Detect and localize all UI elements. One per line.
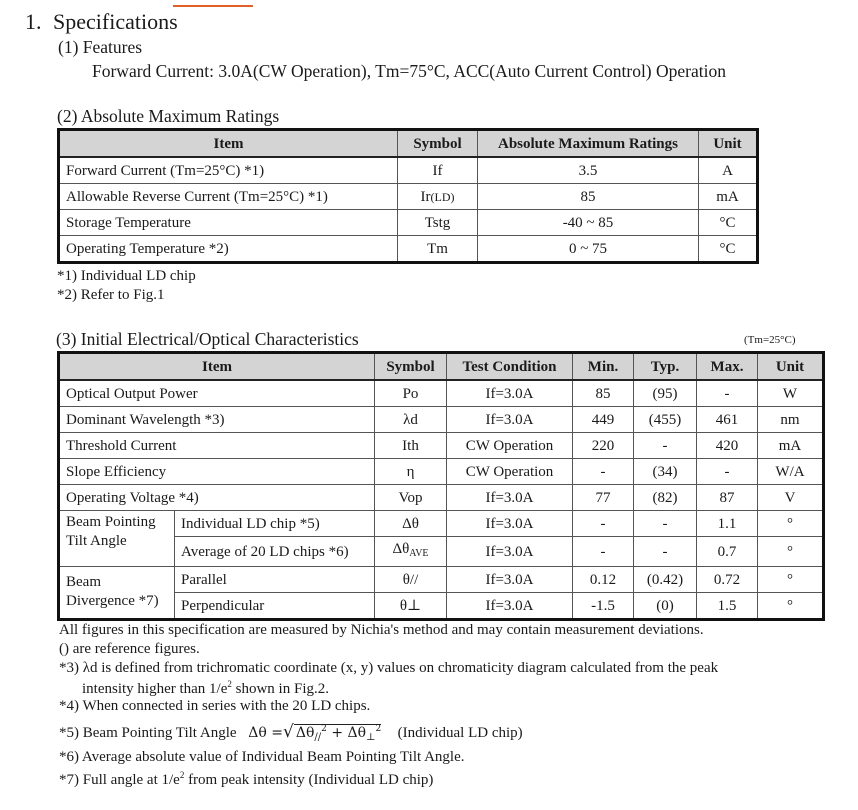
cell-condition: CW Operation <box>447 459 573 485</box>
table-row <box>59 567 824 593</box>
table-row <box>59 157 758 184</box>
cell-condition: If=3.0A <box>447 511 573 537</box>
cell-item: Forward Current (Tm=25°C) *1) <box>59 157 398 184</box>
cell-typ: (0.42) <box>634 567 697 593</box>
cell-max: 0.7 <box>697 537 758 567</box>
footnote-3-text-end: shown in Fig.2. <box>231 681 329 697</box>
cell-unit: A <box>699 157 758 184</box>
cell-condition: If=3.0A <box>447 407 573 433</box>
formula-term-1: Δθ <box>295 725 315 741</box>
cell-condition: CW Operation <box>447 433 573 459</box>
cell-symbol: Tm <box>398 236 478 263</box>
footnote-5-suffix: (Individual LD chip) <box>397 725 523 741</box>
footnote-5-label: *5) Beam Pointing Tilt Angle <box>59 725 237 741</box>
cell-item: Operating Voltage *4) <box>59 485 375 511</box>
page-heading <box>25 9 178 35</box>
cell-symbol <box>398 184 478 210</box>
formula-term-2-sup: 2 <box>375 724 382 734</box>
cell-max: 0.72 <box>697 567 758 593</box>
cell-unit: W/A <box>758 459 824 485</box>
footnote-7 <box>59 770 433 789</box>
symbol-main: Ir <box>420 188 431 205</box>
cell-symbol <box>375 537 447 567</box>
heading-number: 1. <box>25 9 42 34</box>
cell-max: 420 <box>697 433 758 459</box>
table-row <box>59 459 824 485</box>
col-header-test-condition: Test Condition <box>447 353 573 381</box>
electrical-table <box>57 351 825 621</box>
sqrt-sign-icon: √ <box>283 722 294 742</box>
footnote-reference: () are reference figures. <box>59 641 200 657</box>
abs-max-title: (2) Absolute Maximum Ratings <box>57 106 280 126</box>
cell-unit: °C <box>699 236 758 263</box>
footnote-3-text: intensity higher than 1/e <box>82 681 228 697</box>
cell-max: 461 <box>697 407 758 433</box>
cell-min: -1.5 <box>573 593 634 620</box>
cell-value: -40 ~ 85 <box>478 210 699 236</box>
electrical-condition-note: (Tm=25°C) <box>744 334 796 346</box>
abs-max-note-2: *2) Refer to Fig.1 <box>57 287 165 303</box>
heading-title: Specifications <box>53 9 178 34</box>
cell-typ: - <box>634 537 697 567</box>
cell-max: - <box>697 380 758 407</box>
cell-unit: ° <box>758 567 824 593</box>
cell-typ: (455) <box>634 407 697 433</box>
footnote-4: *4) When connected in series with the 20 LD chips. <box>59 698 371 714</box>
formula-term-2: Δθ <box>347 725 367 741</box>
col-header-rating: Absolute Maximum Ratings <box>478 130 699 158</box>
cell-item: Average of 20 LD chips *6) <box>175 537 375 567</box>
cell-symbol: If <box>398 157 478 184</box>
cell-max: 1.1 <box>697 511 758 537</box>
cell-item: Operating Temperature *2) <box>59 236 398 263</box>
table-row <box>59 511 824 537</box>
table-row <box>59 407 824 433</box>
cell-unit: mA <box>758 433 824 459</box>
table-header-row <box>59 130 758 158</box>
footnote-3-sup: 2 <box>227 679 232 689</box>
symbol-suffix: (LD) <box>430 189 455 204</box>
cell-symbol: θ// <box>375 567 447 593</box>
cell-typ: - <box>634 511 697 537</box>
formula-term-1-sup: 2 <box>321 724 327 734</box>
group-label-beam-pointing <box>59 511 175 567</box>
cell-symbol: η <box>375 459 447 485</box>
table-header-row <box>59 353 824 381</box>
footnote-7-sup: 2 <box>179 770 185 780</box>
col-header-item: Item <box>59 130 398 158</box>
cell-condition: If=3.0A <box>447 567 573 593</box>
cell-item: Optical Output Power <box>59 380 375 407</box>
footnote-7-text-end: from peak intensity (Individual LD chip) <box>184 772 434 788</box>
cell-value: 85 <box>478 184 699 210</box>
cell-value: 3.5 <box>478 157 699 184</box>
footnote-5 <box>59 722 523 743</box>
cell-max: - <box>697 459 758 485</box>
cell-min: - <box>573 459 634 485</box>
cell-min: 77 <box>573 485 634 511</box>
cell-unit: nm <box>758 407 824 433</box>
cell-item: Slope Efficiency <box>59 459 375 485</box>
table-row <box>59 210 758 236</box>
cell-unit: ° <box>758 593 824 620</box>
cell-item: Allowable Reverse Current (Tm=25°C) *1) <box>59 184 398 210</box>
cell-typ: (82) <box>634 485 697 511</box>
table-row <box>59 485 824 511</box>
cell-condition: If=3.0A <box>447 593 573 620</box>
abs-max-table <box>57 128 759 264</box>
cell-unit: ° <box>758 537 824 567</box>
cell-unit: mA <box>699 184 758 210</box>
symbol-subscript: AVE <box>409 548 429 559</box>
cell-condition: If=3.0A <box>447 380 573 407</box>
cell-item: Storage Temperature <box>59 210 398 236</box>
cell-symbol: Vop <box>375 485 447 511</box>
cell-min: 449 <box>573 407 634 433</box>
cell-item: Dominant Wavelength *3) <box>59 407 375 433</box>
table-row <box>59 380 824 407</box>
cell-item: Individual LD chip *5) <box>175 511 375 537</box>
formula-term-2-sub: ⊥ <box>366 732 376 743</box>
cell-item: Perpendicular <box>175 593 375 620</box>
cell-symbol: Tstg <box>398 210 478 236</box>
footnote-3: *3) λd is defined from trichromatic coordinate (x, y) values on chromaticity diagram calculated from the peak <box>59 660 719 676</box>
footnote-measurement: All figures in this specification are measured by Nichia's method and may contain measurement deviations. <box>59 622 704 638</box>
cell-min: 85 <box>573 380 634 407</box>
cell-typ: (34) <box>634 459 697 485</box>
cell-max: 87 <box>697 485 758 511</box>
group-label-line-1: Beam Pointing <box>66 514 156 530</box>
cell-unit: ° <box>758 511 824 537</box>
cell-min: - <box>573 511 634 537</box>
col-header-unit: Unit <box>758 353 824 381</box>
cell-typ: (95) <box>634 380 697 407</box>
footnote-6: *6) Average absolute value of Individual Beam Pointing Tilt Angle. <box>59 749 465 765</box>
table-row <box>59 236 758 263</box>
cell-min: - <box>573 537 634 567</box>
cell-value: 0 ~ 75 <box>478 236 699 263</box>
formula-plus: + <box>326 725 348 741</box>
col-header-unit: Unit <box>699 130 758 158</box>
col-header-symbol: Symbol <box>398 130 478 158</box>
table-row <box>59 184 758 210</box>
footnote-7-text: *7) Full angle at 1/e <box>59 772 180 788</box>
col-header-typ: Typ. <box>634 353 697 381</box>
cell-symbol: λd <box>375 407 447 433</box>
formula-lhs: Δθ = <box>248 725 284 741</box>
cell-condition: If=3.0A <box>447 537 573 567</box>
symbol-main: Δθ <box>392 541 410 557</box>
table-row <box>59 433 824 459</box>
features-title: (1) Features <box>58 37 143 57</box>
col-header-max: Max. <box>697 353 758 381</box>
electrical-title: (3) Initial Electrical/Optical Characteristics <box>56 329 359 349</box>
col-header-min: Min. <box>573 353 634 381</box>
abs-max-note-1: *1) Individual LD chip <box>57 268 196 284</box>
features-text: Forward Current: 3.0A(CW Operation), Tm=75°C, ACC(Auto Current Control) Operation <box>92 61 726 81</box>
cell-unit: W <box>758 380 824 407</box>
cell-symbol: θ⊥ <box>375 593 447 620</box>
group-label-line-2: Divergence *7) <box>66 593 159 609</box>
formula-radicand <box>294 724 381 741</box>
footnote-3-cont <box>59 679 329 698</box>
col-header-item: Item <box>59 353 375 381</box>
cell-item: Parallel <box>175 567 375 593</box>
cell-typ: (0) <box>634 593 697 620</box>
cell-item: Threshold Current <box>59 433 375 459</box>
cell-min: 220 <box>573 433 634 459</box>
cell-symbol: Po <box>375 380 447 407</box>
group-label-beam-divergence <box>59 567 175 620</box>
header-accent-bar <box>173 5 253 7</box>
tilt-angle-formula <box>248 722 385 743</box>
cell-condition: If=3.0A <box>447 485 573 511</box>
group-label-line-1: Beam <box>66 574 101 590</box>
cell-unit: V <box>758 485 824 511</box>
group-label-line-2: Tilt Angle <box>66 533 127 549</box>
cell-typ: - <box>634 433 697 459</box>
cell-symbol: Ith <box>375 433 447 459</box>
cell-max: 1.5 <box>697 593 758 620</box>
col-header-symbol: Symbol <box>375 353 447 381</box>
formula-term-1-sub: // <box>314 732 322 743</box>
cell-unit: °C <box>699 210 758 236</box>
cell-min: 0.12 <box>573 567 634 593</box>
cell-symbol: Δθ <box>375 511 447 537</box>
